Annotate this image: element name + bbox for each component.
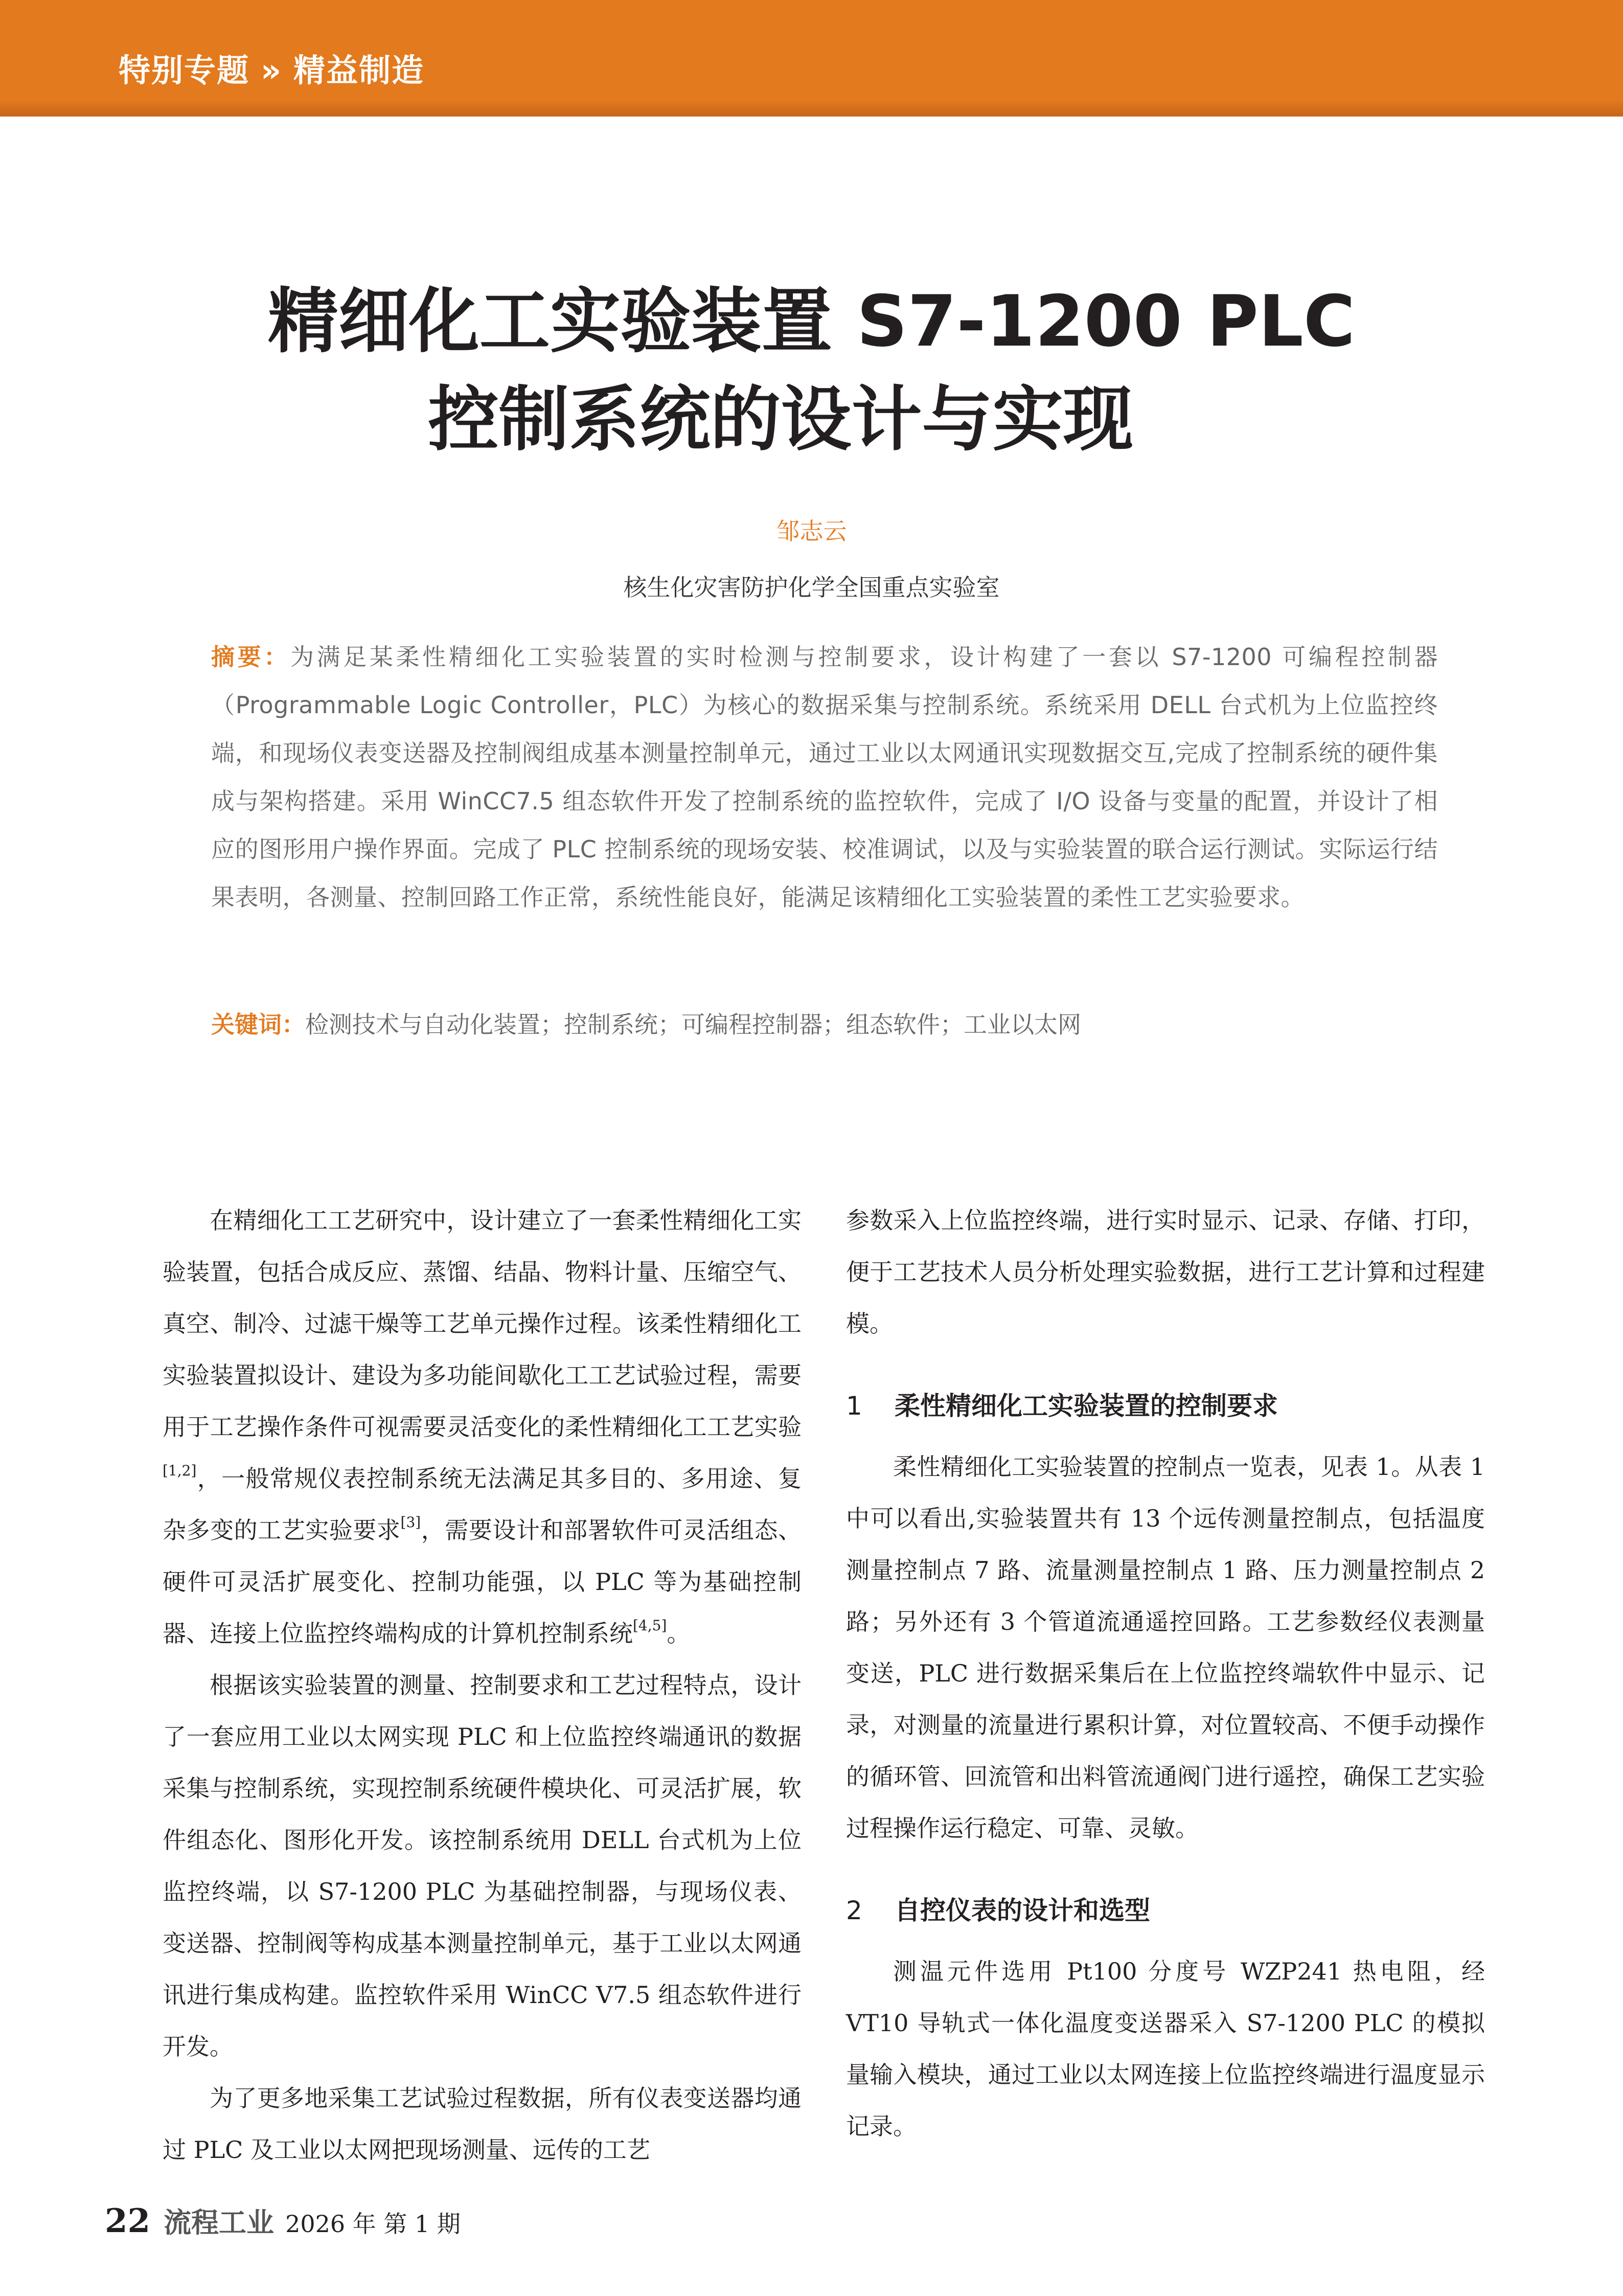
paragraph-text: 在精细化工工艺研究中，设计建立了一套柔性精细化工实验装置，包括合成反应、蒸馏、结晶、物料计量、压缩空气、真空、制冷、过滤干燥等工艺单元操作过程。该柔性精细化工实验装置拟设计、建设为多功能间歇化工工艺试验过程，需要用于工艺操作条件可视需要灵活变化的柔性精细化工工艺实验 xyxy=(163,1207,802,1441)
paragraph-text: ，一般常规仪表控制系统无法满足其多目的、多用途、复杂多变的工艺实验要求 xyxy=(163,1465,802,1544)
citation-ref[interactable]: [1,2] xyxy=(163,1462,197,1479)
paragraph-text: ，需要设计和部署软件可灵活组态、硬件可灵活扩展变化、控制功能强，以 PLC 等为基础控制器、连接上位监控终端构成的计算机控制系统 xyxy=(163,1516,802,1647)
paragraph: 为了更多地采集工艺试验过程数据，所有仪表变送器均通过 PLC 及工业以太网把现场测量、远传的工艺 xyxy=(163,2084,802,2164)
paragraph: 测温元件选用 Pt100 分度号 WZP241 热电阻，经 VT10 导轨式一体化温度变送器采入 S7-1200 PLC 的模拟量输入模块，通过工业以太网连接上位监控终端进行温度显示记录。 xyxy=(846,1958,1485,2140)
section-heading-1 xyxy=(846,1380,1485,1432)
breadcrumb-separator-icon: » xyxy=(261,52,283,89)
subsection-label: 精益制造 xyxy=(293,52,425,89)
section-header-band xyxy=(0,0,1623,117)
author-name: 邹志云 xyxy=(776,517,847,545)
abstract xyxy=(211,633,1438,921)
paragraph: 根据该实验装置的测量、控制要求和工艺过程特点，设计了一套应用工业以太网实现 PLC 和上位监控终端通讯的数据采集与控制系统，实现控制系统硬件模块化、可灵活扩展，软件组态化、图形化开发。该控制系统用 DELL 台式机为上位监控终端，以 S7-1200 PLC 为基础控制器，与现场仪表、变送器、控制阀等构成基本测量控制单元，基于工业以太网通讯进行集成构建。监控软件采用 WinCC V7.5 组态软件进行开发。 xyxy=(163,1671,802,2060)
paragraph-text: 。 xyxy=(667,1620,691,1647)
keywords xyxy=(211,1001,1438,1049)
article-title-line-2: 控制系统的设计与实现 xyxy=(428,378,1134,461)
body-column-right xyxy=(846,1195,1485,2152)
keywords-text: 检测技术与自动化装置；控制系统；可编程控制器；组态软件；工业以太网 xyxy=(305,1011,1081,1038)
keywords-label: 关键词： xyxy=(211,1011,305,1038)
issue-info: 2026 年 第 1 期 xyxy=(285,2210,461,2238)
paragraph xyxy=(163,1195,802,1660)
paragraph: 参数采入上位监控终端，进行实时显示、记录、存储、打印，便于工艺技术人员分析处理实验数据，进行工艺计算和过程建模。 xyxy=(846,1207,1485,1337)
section-number: 2 xyxy=(846,1896,862,1925)
paragraph: 柔性精细化工实验装置的控制点一览表，见表 1。从表 1 中可以看出,实验装置共有 13 个远传测量控制点，包括温度测量控制点 7 路、流量测量控制点 1 路、压力测量控制点 2 路；另外还有 3 个管道流通遥控回路。工艺参数经仪表测量变送，PLC 进行数据采集后在上位监控终端软件中显示、记录，对测量的流量进行累积计算，对位置较高、不便手动操作的循环管、回流管和出料管流通阀门进行遥控，确保工艺实验过程操作运行稳定、可靠、灵敏。 xyxy=(846,1453,1485,1842)
section-heading-2 xyxy=(846,1885,1485,1937)
abstract-label: 摘要： xyxy=(211,643,290,671)
abstract-text: 为满足某柔性精细化工实验装置的实时检测与控制要求，设计构建了一套以 S7-1200 可编程控制器（Programmable Logic Controller，PLC）为核心的数据采集与控制系统。系统采用 DELL 台式机为上位监控终端，和现场仪表变送器及控制阀组成基本测量控制单元，通过工业以太网通讯实现数据交互,完成了控制系统的硬件集成与架构搭建。采用 WinCC7.5 组态软件开发了控制系统的监控软件，完成了 I/O 设备与变量的配置，并设计了相应的图形用户操作界面。完成了 PLC 控制系统的现场安装、校准调试，以及与实验装置的联合运行测试。实际运行结果表明，各测量、控制回路工作正常，系统性能良好，能满足该精细化工实验装置的柔性工艺实验要求。 xyxy=(211,643,1438,911)
page-footer xyxy=(105,2201,461,2240)
journal-name: 流程工业 xyxy=(164,2206,275,2239)
page-number: 22 xyxy=(105,2202,151,2240)
section-number: 1 xyxy=(846,1391,862,1421)
section-breadcrumb xyxy=(119,45,424,90)
article-title-line-1: 精细化工实验装置 S7-1200 PLC xyxy=(267,280,1356,362)
author-affiliation: 核生化灾害防护化学全国重点实验室 xyxy=(623,574,1000,601)
citation-ref[interactable]: [3] xyxy=(400,1514,421,1531)
section-title: 自控仪表的设计和选型 xyxy=(895,1896,1150,1925)
section-title: 柔性精细化工实验装置的控制要求 xyxy=(895,1391,1278,1421)
section-label: 特别专题 xyxy=(119,52,250,89)
body-column-left xyxy=(163,1195,802,2176)
citation-ref[interactable]: [4,5] xyxy=(633,1617,667,1634)
